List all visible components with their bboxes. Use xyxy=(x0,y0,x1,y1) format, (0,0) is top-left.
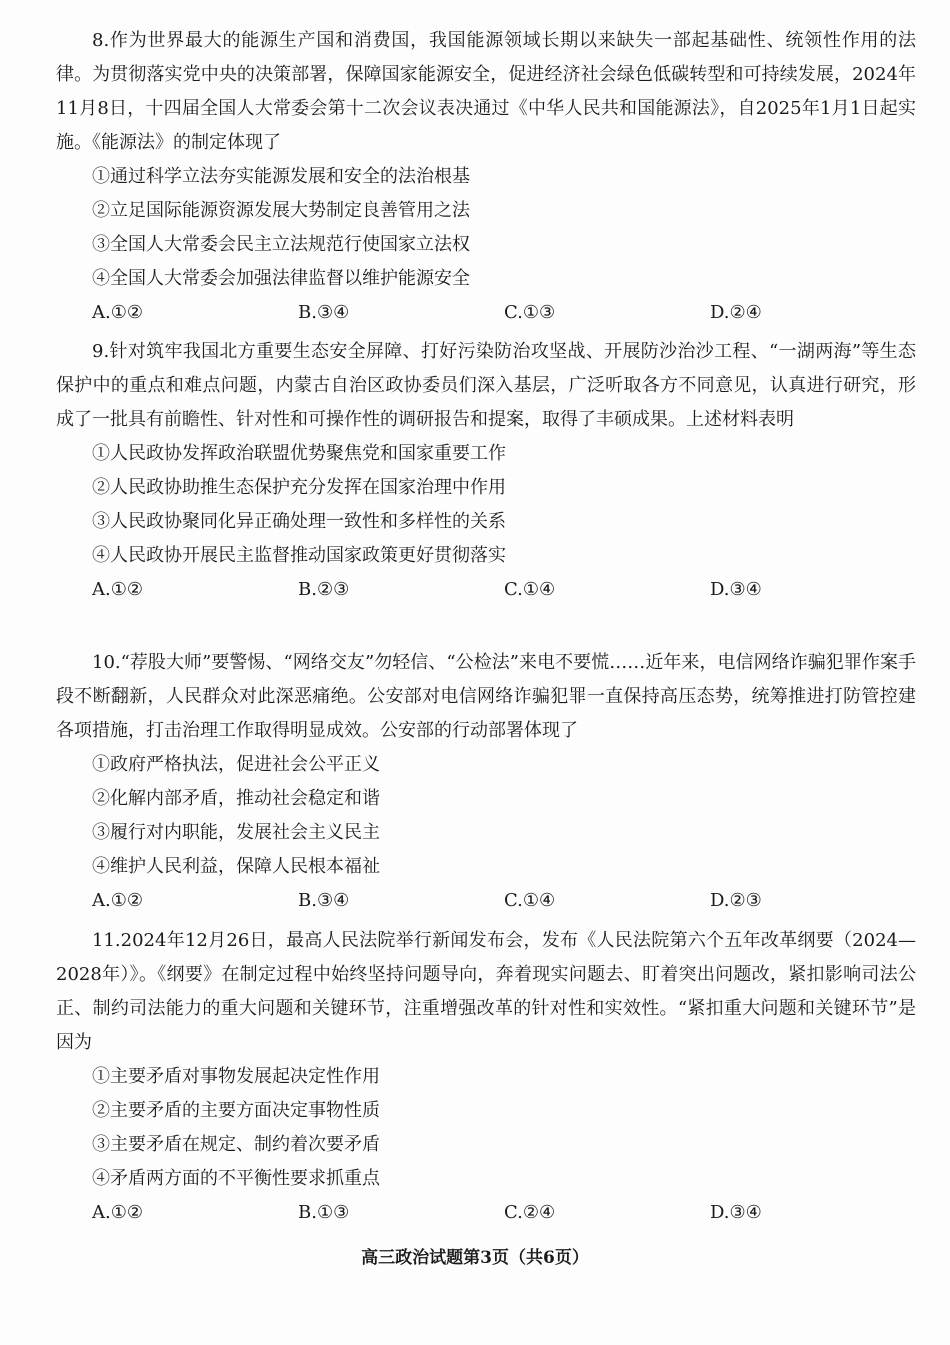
choice-d: D.②④ xyxy=(710,302,762,323)
choice-c: C.①③ xyxy=(504,302,556,323)
answer-choices xyxy=(56,296,916,330)
choice-d: D.③④ xyxy=(710,1202,762,1223)
choice-a: A.①② xyxy=(92,302,143,323)
question-11 xyxy=(56,924,916,1230)
choice-b: B.③④ xyxy=(298,302,350,323)
answer-choices xyxy=(56,573,916,607)
option-3: ③主要矛盾在规定、制约着次要矛盾 xyxy=(92,1134,380,1155)
option-3: ③全国人大常委会民主立法规范行使国家立法权 xyxy=(92,234,470,255)
question-8 xyxy=(56,24,916,330)
answer-choices xyxy=(56,884,916,918)
option-2: ②立足国际能源资源发展大势制定良善管用之法 xyxy=(92,200,470,221)
page-footer: 高三政治试题第3页（共6页） xyxy=(361,1248,589,1268)
choice-a: A.①② xyxy=(92,579,143,600)
option-4: ④矛盾两方面的不平衡性要求抓重点 xyxy=(92,1168,380,1189)
answer-choices xyxy=(56,1196,916,1230)
option-4: ④全国人大常委会加强法律监督以维护能源安全 xyxy=(92,268,470,289)
choice-c: C.②④ xyxy=(504,1202,556,1223)
option-1: ①通过科学立法夯实能源发展和安全的法治根基 xyxy=(92,166,470,187)
choice-b: B.②③ xyxy=(298,579,350,600)
option-3: ③履行对内职能，发展社会主义民主 xyxy=(92,822,380,843)
choice-b: B.①③ xyxy=(298,1202,350,1223)
option-3: ③人民政协聚同化异正确处理一致性和多样性的关系 xyxy=(92,511,506,532)
choice-b: B.③④ xyxy=(298,890,350,911)
question-10 xyxy=(56,646,916,918)
choice-c: C.①④ xyxy=(504,890,556,911)
option-1: ①政府严格执法，促进社会公平正义 xyxy=(92,754,380,775)
option-2: ②主要矛盾的主要方面决定事物性质 xyxy=(92,1100,380,1121)
option-1: ①主要矛盾对事物发展起决定性作用 xyxy=(92,1066,380,1087)
question-stem: 11.2024年12月26日，最高人民法院举行新闻发布会，发布《人民法院第六个五年改革纲要（2024—2028年）》。《纲要》在制定过程中始终坚持问题导向，奔着现实问题去、盯着突出问题改，紧扣影响司法公正、制约司法能力的重大问题和关键环节，注重增强改革的针对性和实效性。“紧扣重大问题和关键环节”是因为 xyxy=(56,930,916,1053)
choice-d: D.③④ xyxy=(710,579,762,600)
choice-d: D.②③ xyxy=(710,890,762,911)
choice-c: C.①④ xyxy=(504,579,556,600)
option-2: ②化解内部矛盾，推动社会稳定和谐 xyxy=(92,788,380,809)
question-stem: 9.针对筑牢我国北方重要生态安全屏障、打好污染防治攻坚战、开展防沙治沙工程、“一湖两海”等生态保护中的重点和难点问题，内蒙古自治区政协委员们深入基层，广泛听取各方不同意见，认真进行研究，形成了一批具有前瞻性、针对性和可操作性的调研报告和提案，取得了丰硕成果。上述材料表明 xyxy=(56,341,916,430)
question-stem: 8.作为世界最大的能源生产国和消费国，我国能源领域长期以来缺失一部起基础性、统领性作用的法律。为贯彻落实党中央的决策部署，保障国家能源安全，促进经济社会绿色低碳转型和可持续发展，2024年11月8日，十四届全国人大常委会第十二次会议表决通过《中华人民共和国能源法》，自2025年1月1日起实施。《能源法》的制定体现了 xyxy=(56,30,916,153)
question-9 xyxy=(56,335,916,607)
option-2: ②人民政协助推生态保护充分发挥在国家治理中作用 xyxy=(92,477,506,498)
choice-a: A.①② xyxy=(92,890,143,911)
choice-a: A.①② xyxy=(92,1202,143,1223)
option-4: ④人民政协开展民主监督推动国家政策更好贯彻落实 xyxy=(92,545,506,566)
question-stem: 10.“荐股大师”要警惕、“网络交友”勿轻信、“公检法”来电不要慌……近年来，电信网络诈骗犯罪作案手段不断翻新，人民群众对此深恶痛绝。公安部对电信网络诈骗犯罪一直保持高压态势，统筹推进打防管控建各项措施，打击治理工作取得明显成效。公安部的行动部署体现了 xyxy=(56,652,916,741)
option-1: ①人民政协发挥政治联盟优势聚焦党和国家重要工作 xyxy=(92,443,506,464)
option-4: ④维护人民利益，保障人民根本福祉 xyxy=(92,856,380,877)
